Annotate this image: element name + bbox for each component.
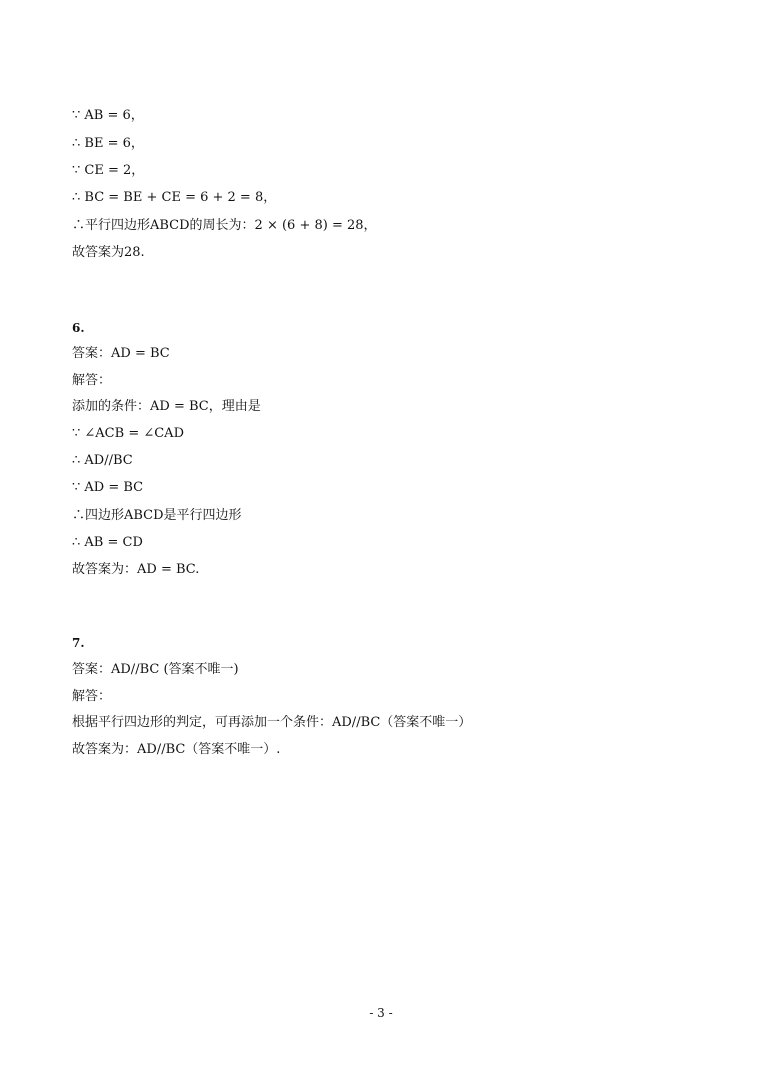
answer-line: 答案：AD//BC (答案不唯一) xyxy=(72,662,239,677)
solution-line: ∵ CE = 2， xyxy=(72,163,145,178)
solution-line: ∴ BE = 6， xyxy=(72,136,144,151)
question-number: 7. xyxy=(72,636,85,650)
solution-line: 根据平行四边形的判定，可再添加一个条件：AD//BC（答案不唯一） xyxy=(72,715,472,730)
question-number: 6. xyxy=(72,321,85,335)
solution-line: ∴ AD//BC xyxy=(72,453,133,468)
solution-label: 解答： xyxy=(72,373,112,388)
solution-line: ∴四边形ABCD是平行四边形 xyxy=(72,508,242,523)
solution-label: 解答： xyxy=(72,689,112,704)
solution-line: 添加的条件：AD = BC，理由是 xyxy=(72,399,261,414)
answer-line: 答案：AD = BC xyxy=(72,346,170,361)
final-answer-line: 故答案为：AD//BC（答案不唯一）. xyxy=(72,742,281,757)
solution-line: ∴ BC = BE + CE = 6 + 2 = 8， xyxy=(72,190,277,205)
final-answer-line: 故答案为：AD = BC. xyxy=(72,562,200,577)
solution-line: ∴ AB = CD xyxy=(72,535,143,550)
final-answer-line: 故答案为28. xyxy=(72,245,145,260)
solution-line: ∵ AD = BC xyxy=(72,480,144,495)
solution-line: ∵ AB = 6， xyxy=(72,108,144,123)
page-number: - 3 - xyxy=(369,1006,393,1020)
solution-line: ∴平行四边形ABCD的周长为：2 × (6 + 8) = 28， xyxy=(72,218,377,233)
solution-line: ∵ ∠ACB = ∠CAD xyxy=(72,426,184,441)
